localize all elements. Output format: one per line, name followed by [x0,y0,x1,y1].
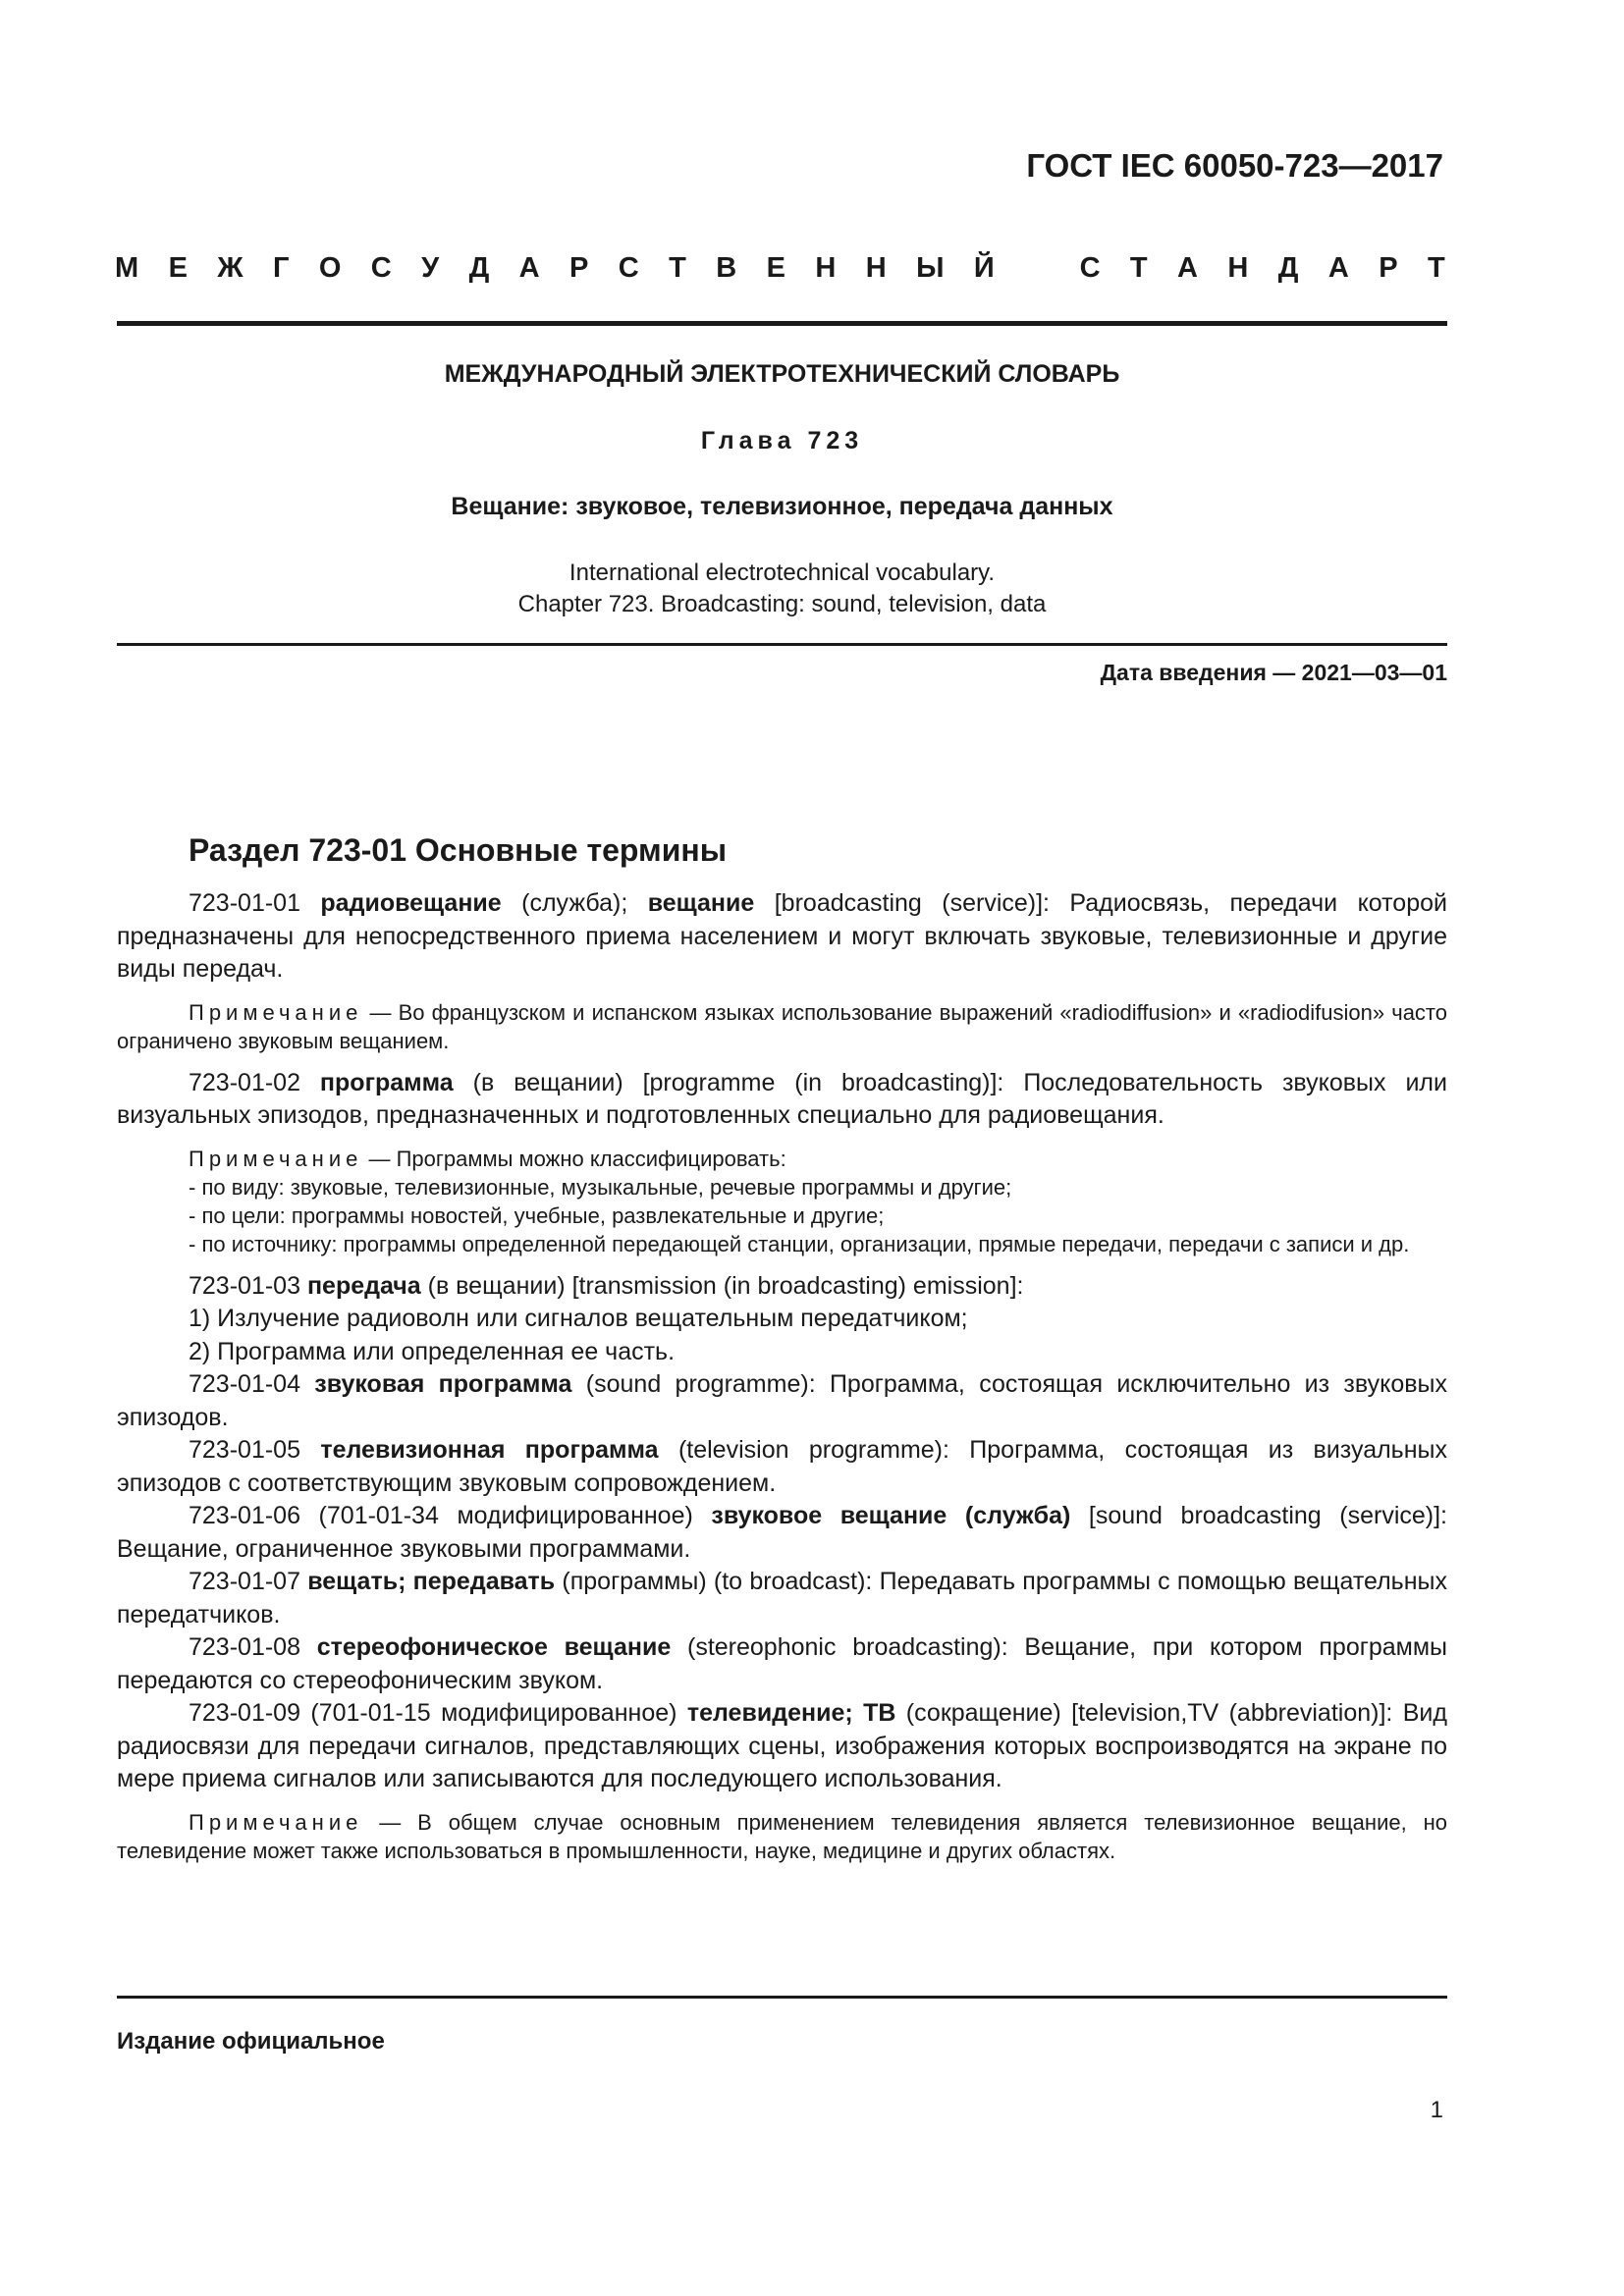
term-name: телевизионная программа [320,1436,659,1464]
section-title: Раздел 723-01 Основные термины [189,832,728,868]
note-1 [117,998,1447,1055]
heading-letter: А [518,252,540,284]
standard-type-heading [115,252,1445,285]
term-723-01-09 [117,1697,1447,1796]
english-title [117,558,1447,620]
heading-letter: М [115,252,139,284]
heading-letter: Н [1227,252,1249,284]
term-name: вещать; передавать [307,1568,556,1595]
introduction-date: Дата введения — 2021—03—01 [1100,660,1447,685]
term-name: звуковое вещание (служба) [711,1502,1071,1529]
heading-letter: Н [865,252,887,284]
term-number: 723-01-05 [189,1436,321,1464]
term-number: 723-01-03 [189,1271,307,1300]
term-definition: (television programme): Программа, состоящая из визуальных эпизодов с соответствующим звуковым сопровождением. [117,1436,1447,1497]
heading-letter: Н [815,252,837,284]
subject-title: Вещание: звуковое, телевизионное, передача данных [451,493,1113,520]
term-number: 723-01-01 [189,889,321,917]
note-label: Примечание [189,999,363,1025]
note-3 [117,1808,1447,1865]
term-723-01-03-item-1: 1) Излучение радиоволн или сигналов вещательным передатчиком; [189,1305,968,1332]
heading-letter: Д [468,252,490,284]
heading-letter: О [318,252,342,284]
term-723-01-01 [117,887,1447,987]
heading-letter: Ж [217,252,244,284]
heading-letter: Д [1277,252,1299,284]
heading-letter: А [1327,252,1349,284]
term-723-01-02 [117,1067,1447,1133]
note-2-item: - по виду: звуковые, телевизионные, музыкальные, речевые программы и другие; [189,1174,1012,1200]
heading-letter: Е [168,252,188,284]
heading-letter: Р [1379,252,1398,284]
note-2 [117,1145,1447,1258]
term-definition: (в вещании) [transmission (in broadcasting) emission]: [420,1271,1024,1300]
term-number: 723-01-06 (701-01-34 модифицированное) [189,1502,712,1529]
heading-letter: Й [973,252,995,284]
term-definition: (sound programme): Программа, состоящая исключительно из звуковых эпизодов. [117,1370,1447,1431]
english-title-line1: International electrotechnical vocabulary. [568,560,996,586]
header-rule [117,321,1447,326]
term-definition: (программы) (to broadcast): Передавать программы с помощью вещательных передатчиков. [117,1568,1447,1629]
note-2-item: - по источнику: программы определенной передающей станции, организации, прямые передачи, передачи с записи и др. [189,1231,1410,1256]
chapter-title: Глава 723 [700,427,864,454]
term-qualifier: (служба); [501,889,648,917]
heading-word-gap [1024,252,1050,285]
note-label: Примечание [189,1146,363,1171]
term-definition: [broadcasting (service)]: Радиосвязь, передачи которой предназначены для непосредственного приема населением и могут включать звуковые, телевизионные и другие виды передач. [117,889,1447,983]
note-2-heading [117,1145,1447,1173]
term-name-synonym: вещание [647,889,755,917]
term-name: телевидение; ТВ [686,1699,896,1727]
term-name: стереофоническое вещание [316,1633,672,1661]
heading-letter: Р [569,252,589,284]
title-rule [117,643,1447,646]
note-text: — Программы можно классифицировать: [362,1146,786,1171]
page-number: 1 [1430,2097,1443,2123]
heading-letter: У [421,252,440,284]
term-number: 723-01-08 [189,1633,317,1661]
heading-letter: С [618,252,639,284]
term-723-01-06 [117,1500,1447,1566]
note-text: — В общем случае основным применением телевидения является телевизионное вещание, но телевидение может также использоваться в промышленности, науке, медицине и других областях. [117,1809,1447,1863]
term-number: 723-01-02 [189,1068,320,1096]
term-723-01-08 [117,1631,1447,1697]
term-definition: (сокращение) [television,TV (abbreviation)]: Вид радиосвязи для передачи сигналов, представляющих сцены, изображения которых воспроизводятся на экране по мере приема сигналов или записываются для последующего использования. [117,1699,1447,1792]
heading-letter: В [716,252,737,284]
term-723-01-07 [117,1566,1447,1631]
edition-label: Издание официальное [117,2028,385,2055]
term-name: передача [306,1271,421,1300]
heading-letter: С [1079,252,1101,284]
document-body [117,887,1447,1877]
term-number: 723-01-07 [189,1568,308,1595]
term-723-01-04 [117,1368,1447,1434]
heading-letter: Т [1427,252,1445,284]
note-text: — Во французском и испанском языках использование выражений «radiodiffusion» и «radiodifusion» часто ограничено звуковым вещанием. [117,999,1447,1053]
heading-letter: Т [1129,252,1148,284]
term-723-01-03 [117,1270,1447,1304]
note-2-item: - по цели: программы новостей, учебные, развлекательные и другие; [189,1202,885,1228]
term-name: программа [319,1068,454,1096]
term-definition: (stereophonic broadcasting): Вещание, при котором программы передаются со стереофоническим звуком. [117,1633,1447,1694]
footer-rule [117,1996,1447,1999]
term-number: 723-01-04 [189,1370,315,1398]
term-definition: (в вещании) [programme (in broadcasting)]: Последовательность звуковых или визуальных эпизодов, предназначенных и подготовленных специально для радиовещания. [117,1068,1447,1129]
gost-number: ГОСТ IEC 60050-723—2017 [1026,147,1443,184]
term-name: звуковая программа [314,1370,572,1398]
term-723-01-03-item-2: 2) Программа или определенная ее часть. [189,1337,676,1365]
term-definition: [sound broadcasting (service)]: Вещание, ограниченное звуковыми программами. [117,1502,1447,1563]
heading-letter: Е [766,252,785,284]
note-label: Примечание [189,1809,363,1835]
heading-letter: Г [272,252,290,284]
term-723-01-05 [117,1434,1447,1500]
dictionary-title: МЕЖДУНАРОДНЫЙ ЭЛЕКТРОТЕХНИЧЕСКИЙ СЛОВАРЬ [444,360,1120,388]
heading-letter: Ы [916,252,945,284]
english-title-line2: Chapter 723. Broadcasting: sound, television, data [517,591,1047,617]
heading-letter: А [1177,252,1198,284]
heading-letter: С [370,252,392,284]
term-name: радиовещание [320,889,502,917]
heading-letter: Т [669,252,686,284]
term-number: 723-01-09 (701-01-15 модифицированное) [189,1699,687,1727]
